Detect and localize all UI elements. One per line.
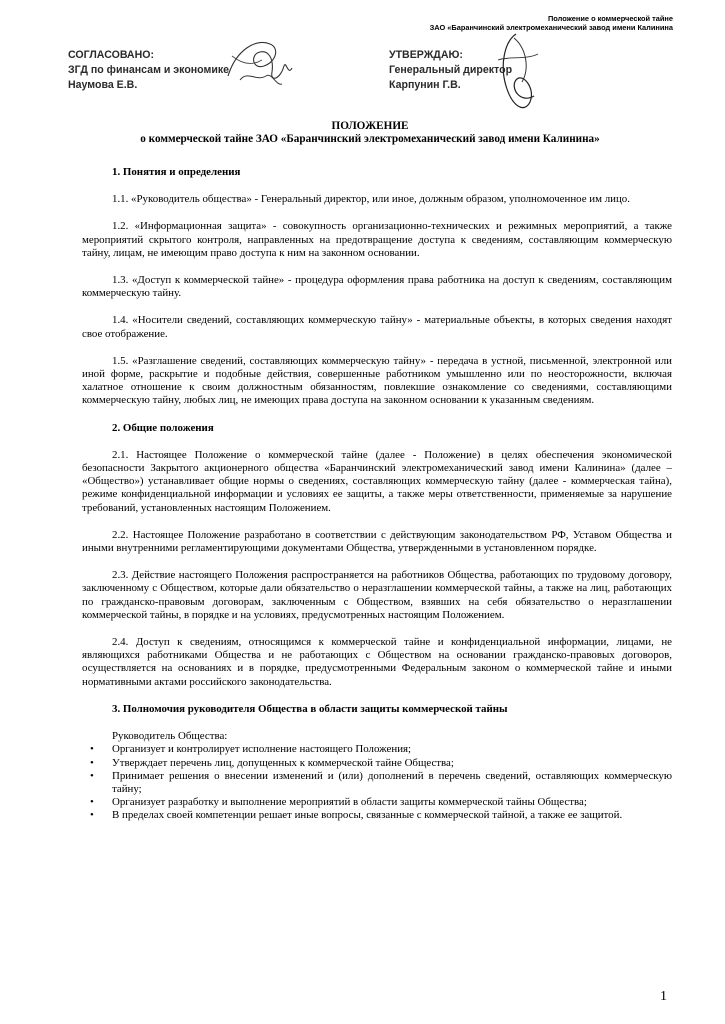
paragraph-1-3: 1.3. «Доступ к коммерческой тайне» - процедура оформления права работника на доступ к сведениям, составляющим коммерческую тайну. bbox=[82, 274, 672, 300]
bullet-icon: • bbox=[90, 756, 94, 769]
paragraph-1-2: 1.2. «Информационная защита» - совокупность организационно-технических и режимных мероприятий, а также мероприятий скрытого контроля, направленных на предотвращение доступа к сведениям, составляющим коммерческую тайну, лицам, не имеющим право доступа к ним на законном основании. bbox=[82, 220, 672, 259]
agreed-title: СОГЛАСОВАНО: bbox=[68, 49, 155, 61]
list-item: • Принимает решения о внесении изменений и (или) дополнений в перечень сведений, оставляющих коммерческую тайну; bbox=[90, 769, 672, 795]
paragraph-2-3: 2.3. Действие настоящего Положения распространяется на работников Общества, работающих по трудовому договору, заключенному с Обществом, которые дали обязательство о неразглашении коммерческой тайны, а также на лиц, работающих по гражданско-правовым договорам, заключенным с Обществом, взявших на себя обязательство о неразглашении коммерческой тайны, в порядке и на условиях, предусмотренных настоящим Положением. bbox=[82, 569, 672, 621]
section-heading-2: 2. Общие положения bbox=[112, 421, 214, 434]
paragraph-1-1: 1.1. «Руководитель общества» - Генеральный директор, или иное, должным образом, уполномоченное им лицо. bbox=[112, 193, 630, 206]
paragraph-2-4: 2.4. Доступ к сведениям, относящимся к коммерческой тайне и конфиденциальной информации, лицами, не являющихся работниками Общества и не работающих с Обществом на основании гражданско-правовых договоров, осуществляется на основаниях и в порядке, предусмотренными Федеральным законом о коммерческой тайне и иными нормативными актами российского законодательства. bbox=[82, 636, 672, 688]
section-heading-1: 1. Понятия и определения bbox=[112, 166, 241, 178]
approved-title: УТВЕРЖДАЮ: bbox=[389, 49, 463, 61]
page-number: 1 bbox=[660, 989, 667, 1004]
bullet-icon: • bbox=[90, 743, 94, 756]
paragraph-2-1: 2.1. Настоящее Положение о коммерческой тайне (далее - Положение) в целях обеспечения экономической безопасности Закрытого акционерного общества «Баранчинский электромеханический завод имени Калинина» (далее – «Общество») устанавливает общие нормы о сведениях, составляющих коммерческую тайну (далее - коммерческая тайна), режиме конфиденциальной информации и условиях ее защиты, а также меры ответственности, применяемые за нарушение требований, установленных настоящим Положением. bbox=[82, 448, 672, 514]
agreed-position: ЗГД по финансам и экономике bbox=[68, 64, 230, 76]
list-item: • Организует разработку и выполнение мероприятий в области защиты коммерческой тайны Общества; bbox=[90, 796, 587, 809]
running-header bbox=[430, 14, 673, 33]
bullet-icon: • bbox=[90, 809, 94, 822]
bullet-icon: • bbox=[90, 796, 94, 809]
title-block bbox=[60, 120, 680, 146]
running-header-line-2: ЗАО «Баранчинский электромеханический завод имени Калинина bbox=[429, 23, 673, 33]
section-heading-3: 3. Полномочия руководителя Общества в области защиты коммерческой тайны bbox=[112, 702, 508, 715]
agreed-name: Наумова Е.В. bbox=[68, 79, 138, 91]
running-header-line-1: Положение о коммерческой тайне bbox=[547, 14, 673, 23]
page-title: ПОЛОЖЕНИЕ bbox=[331, 120, 409, 132]
document-body bbox=[82, 166, 672, 823]
paragraph-2-2: 2.2. Настоящее Положение разработано в соответствии с действующим законодательством РФ, Уставом Общества и иными внутренними регламентирующими документами Общества, утвержденными в установленном порядке. bbox=[82, 528, 672, 555]
signature-right-icon bbox=[486, 30, 546, 116]
approved-name: Карпунин Г.В. bbox=[389, 79, 461, 91]
paragraph-1-5: 1.5. «Разглашение сведений, составляющих коммерческую тайну» - передача в устной, письменной, электронной или иной форме, раскрытие и подобные действия, совершенные работником умышленно или по неосторожности, включая халатное отношение к своим должностным обязанностям, повлекшие ознакомление со сведениями, составляющими коммерческую тайну, любых лиц, не имеющих права доступа на законном основании к указанным сведениям. bbox=[82, 354, 672, 407]
agreed-block bbox=[68, 48, 229, 93]
list-item: • В пределах своей компетенции решает иные вопросы, связанные с коммерческой тайной, а также ее защитой. bbox=[90, 809, 623, 822]
signature-left-icon bbox=[222, 36, 294, 94]
page-subtitle: о коммерческой тайне ЗАО «Баранчинский электромеханический завод имени Калинина» bbox=[140, 133, 600, 145]
list-lead: Руководитель Общества: bbox=[112, 730, 228, 743]
bullet-icon: • bbox=[90, 769, 94, 782]
authority-list bbox=[82, 743, 672, 822]
paragraph-1-4: 1.4. «Носители сведений, составляющих коммерческую тайну» - материальные объекты, в которых сведения находят свое отображение. bbox=[82, 314, 672, 340]
approved-position: Генеральный директор bbox=[389, 64, 513, 76]
list-item: • Организует и контролирует исполнение настоящего Положения; bbox=[90, 743, 412, 756]
list-item: • Утверждает перечень лиц, допущенных к коммерческой тайне Общества; bbox=[90, 756, 454, 769]
